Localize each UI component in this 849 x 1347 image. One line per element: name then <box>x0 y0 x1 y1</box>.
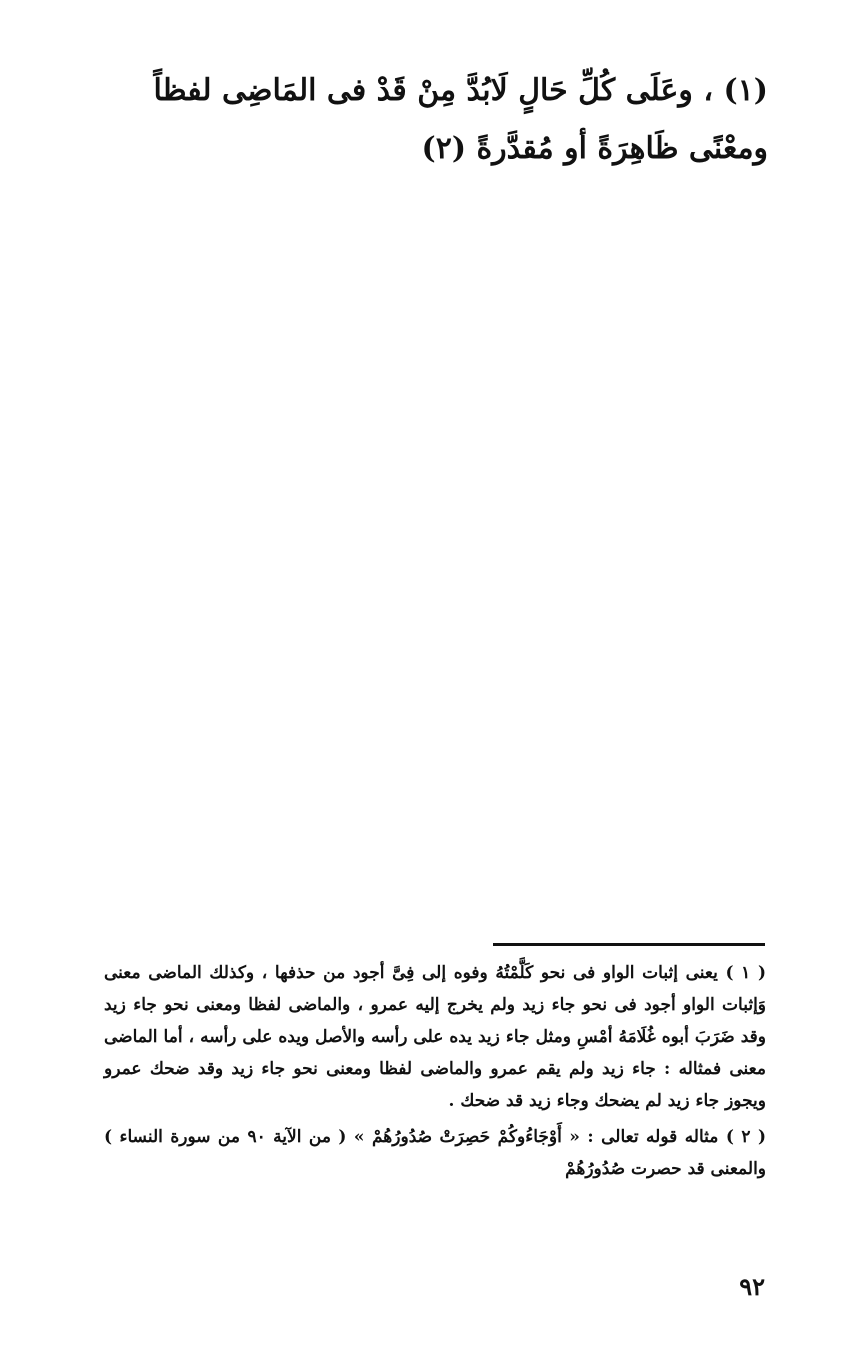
footnote-1: ( ١ ) يعنى إثبات الواو فى نحو كَلَّمْتُهُ وفوه إلى فِىَّ أجود من حذفها ، وكذلك الماضى معنى وَإثبات الواو أجود فى نحو جاء زيد ولم يخرج إليه عمرو ، والماضى لفظا ومعنى نحو جاء زيد وقد ضَرَبَ أبوه غُلَامَهُ أمْسِ ومثل جاء زيد يده على رأسه والأصل ويده على رأسه ، أما الماضى معنى فمثاله : جاء زيد ولم يقم عمرو والماضى لفظا ومعنى نحو جاء زيد وقد ضحك عمرو ويجوز جاء زيد لم يضحك وجاء زيد قد ضحك . <box>104 963 767 1111</box>
footnote-2: ( ٢ ) مثاله قوله تعالى : « أَوْجَاءُوكُمْ حَصِرَتْ صُدُورُهُمْ » ( من الآية ٩٠ من سورة النساء ) والمعنى قد حصرت صُدُورُهُمْ <box>104 1127 767 1179</box>
footnote-divider <box>493 943 765 946</box>
page-number: ٩٢ <box>739 1272 765 1301</box>
footnotes <box>104 957 766 1189</box>
main-text: (١) ، وعَلَى كُلِّ حَالٍ لَابُدَّ مِنْ قَدْ فى المَاضِى لفظاً ومعْنًى ظَاهِرَةً أو مُقدَّرةً (٢) <box>153 73 768 166</box>
